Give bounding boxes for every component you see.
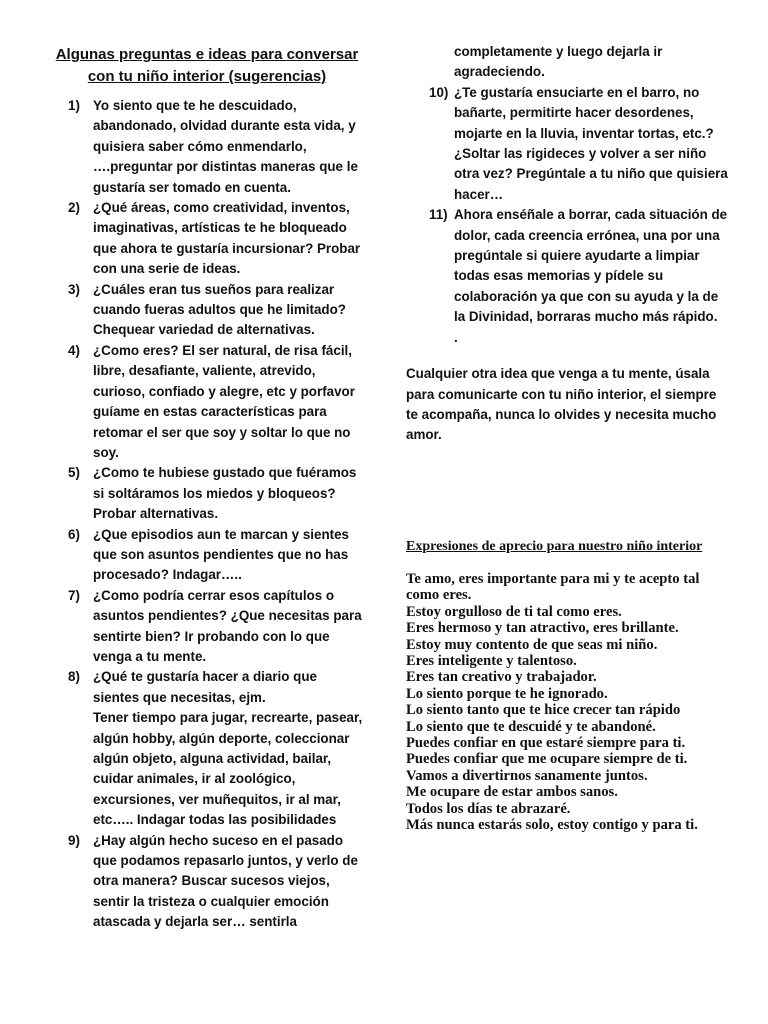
expression-line: Estoy orgulloso de ti tal como eres.	[406, 603, 622, 620]
expression-line: Todos los días te abrazaré.	[406, 800, 571, 817]
question-text: ¿Qué te gustaría hacer a diario que sientes que necesitas, ejm.	[93, 669, 317, 705]
question-number: 9)	[68, 832, 80, 848]
question-item	[48, 831, 366, 933]
question-text: ¿Cuáles eran tus sueños para realizar cuando fueras adultos que he limitado? Chequear variedad de alternativas.	[93, 281, 346, 338]
question-number: 8)	[68, 669, 80, 685]
expressions-list	[406, 571, 736, 834]
question-continuation: completamente y luego dejarla ir agradeciendo.	[454, 44, 663, 80]
document-title: Algunas preguntas e ideas para conversar con tu niño interior (sugerencias)	[55, 46, 359, 85]
expressions-section	[406, 538, 736, 834]
question-item	[406, 205, 728, 327]
expression-line: Lo siento tanto que te hice crecer tan rápido	[406, 702, 681, 719]
expression-line: Vamos a divertirnos sanamente juntos.	[406, 767, 648, 784]
question-text: Ahora enséñale a borrar, cada situación de dolor, cada creencia errónea, una por una pregúntale si quiere ayudarte a limpiar todas esas memorias y pídele su colaboración ya que con su ayuda y la de la Divinidad, borraras mucho más rápido.	[454, 207, 728, 325]
question-number: 5)	[68, 465, 80, 481]
question-number: 7)	[68, 587, 80, 603]
question-number: 10)	[429, 84, 449, 100]
expression-line: Lo siento que te descuidé y te abandoné.	[406, 718, 656, 735]
expression-line: Te amo, eres importante para mi y te acepto tal como eres.	[406, 571, 700, 604]
question-item	[48, 198, 366, 280]
question-number: 11)	[429, 207, 448, 223]
question-text: ¿Como podría cerrar esos capítulos o asuntos pendientes? ¿Que necesitas para sentirte bien? Ir probando con lo que venga a tu mente.	[93, 587, 362, 664]
trailing-dot: .	[454, 329, 458, 345]
question-list-right	[406, 83, 728, 328]
question-number: 2)	[68, 200, 80, 216]
question-item	[406, 83, 728, 205]
question-text: ¿Te gustaría ensuciarte en el barro, no bañarte, permitirte hacer desordenes, mojarte en la lluvia, inventar tortas, etc.? ¿Soltar las rigideces y volver a ser niño otra vez? Pregúntale a tu niño que quisiera hacer…	[454, 84, 728, 202]
expression-line: Estoy muy contento de que seas mi niño.	[406, 636, 658, 653]
expression-line: Eres tan creativo y trabajador.	[406, 669, 597, 686]
question-text: ¿Como eres? El ser natural, de risa fácil, libre, desafiante, valiente, atrevido, curioso, confiado y alegre, etc y porfavor guíame en estas características para retomar el ser que soy y soltar lo que no soy.	[93, 342, 355, 460]
question-item	[48, 586, 366, 668]
question-text: Yo siento que te he descuidado, abandonado, olvidad durante esta vida, y quisiera saber cómo enmendarlo, ….preguntar por distintas maneras que le gustaría ser tomado en cuenta.	[93, 98, 358, 195]
expression-line: Más nunca estarás solo, estoy contigo y para ti.	[406, 817, 698, 834]
expression-line: Puedes confiar que me ocupare siempre de ti.	[406, 751, 688, 768]
question-text-examples: Tener tiempo para jugar, recrearte, pasear, algún hobby, algún deporte, coleccionar algún objeto, alguna actividad, bailar, cuidar animales, ir al zoológico, excursiones, ver muñequitos, ir al mar, etc….. Indagar todas las posibilidades	[93, 710, 363, 828]
question-item	[48, 463, 366, 524]
question-number: 4)	[68, 342, 80, 358]
expression-line: Eres hermoso y tan atractivo, eres brillante.	[406, 620, 679, 637]
question-text: ¿Hay algún hecho suceso en el pasado que podamos repasarlo juntos, y verlo de otra manera? Buscar sucesos viejos, sentir la tristeza o cualquier emoción atascada y dejarla ser… sentirla	[93, 832, 358, 930]
expression-line: Eres inteligente y talentoso.	[406, 653, 577, 670]
closing-paragraph: Cualquier otra idea que venga a tu mente, úsala para comunicarte con tu niño interior, el siempre te acompaña, nunca lo olvides y necesita mucho amor.	[406, 366, 717, 443]
right-column	[406, 42, 728, 459]
question-item	[48, 96, 366, 198]
question-item	[48, 667, 366, 830]
question-item	[48, 525, 366, 586]
question-list-left	[48, 96, 366, 933]
question-number: 6)	[68, 526, 80, 542]
question-text: ¿Que episodios aun te marcan y sientes que son asuntos pendientes que no has procesado? Indagar…..	[93, 526, 349, 583]
expression-line: Lo siento porque te he ignorado.	[406, 685, 608, 702]
question-number: 3)	[68, 281, 80, 297]
expression-line: Me ocupare de estar ambos sanos.	[406, 784, 618, 801]
left-column	[48, 44, 366, 933]
expressions-heading: Expresiones de aprecio para nuestro niño interior	[406, 539, 703, 554]
expression-line: Puedes confiar en que estaré siempre para ti.	[406, 735, 686, 752]
question-item	[48, 341, 366, 463]
question-number: 1)	[68, 98, 80, 113]
question-text: ¿Como te hubiese gustado que fuéramos si soltáramos los miedos y bloqueos? Probar alternativas.	[93, 465, 357, 522]
question-text: ¿Qué áreas, como creatividad, inventos, imaginativas, artísticas te he bloqueado que ahora te gustaría incursionar? Probar con una serie de ideas.	[93, 200, 361, 277]
question-item	[48, 280, 366, 341]
